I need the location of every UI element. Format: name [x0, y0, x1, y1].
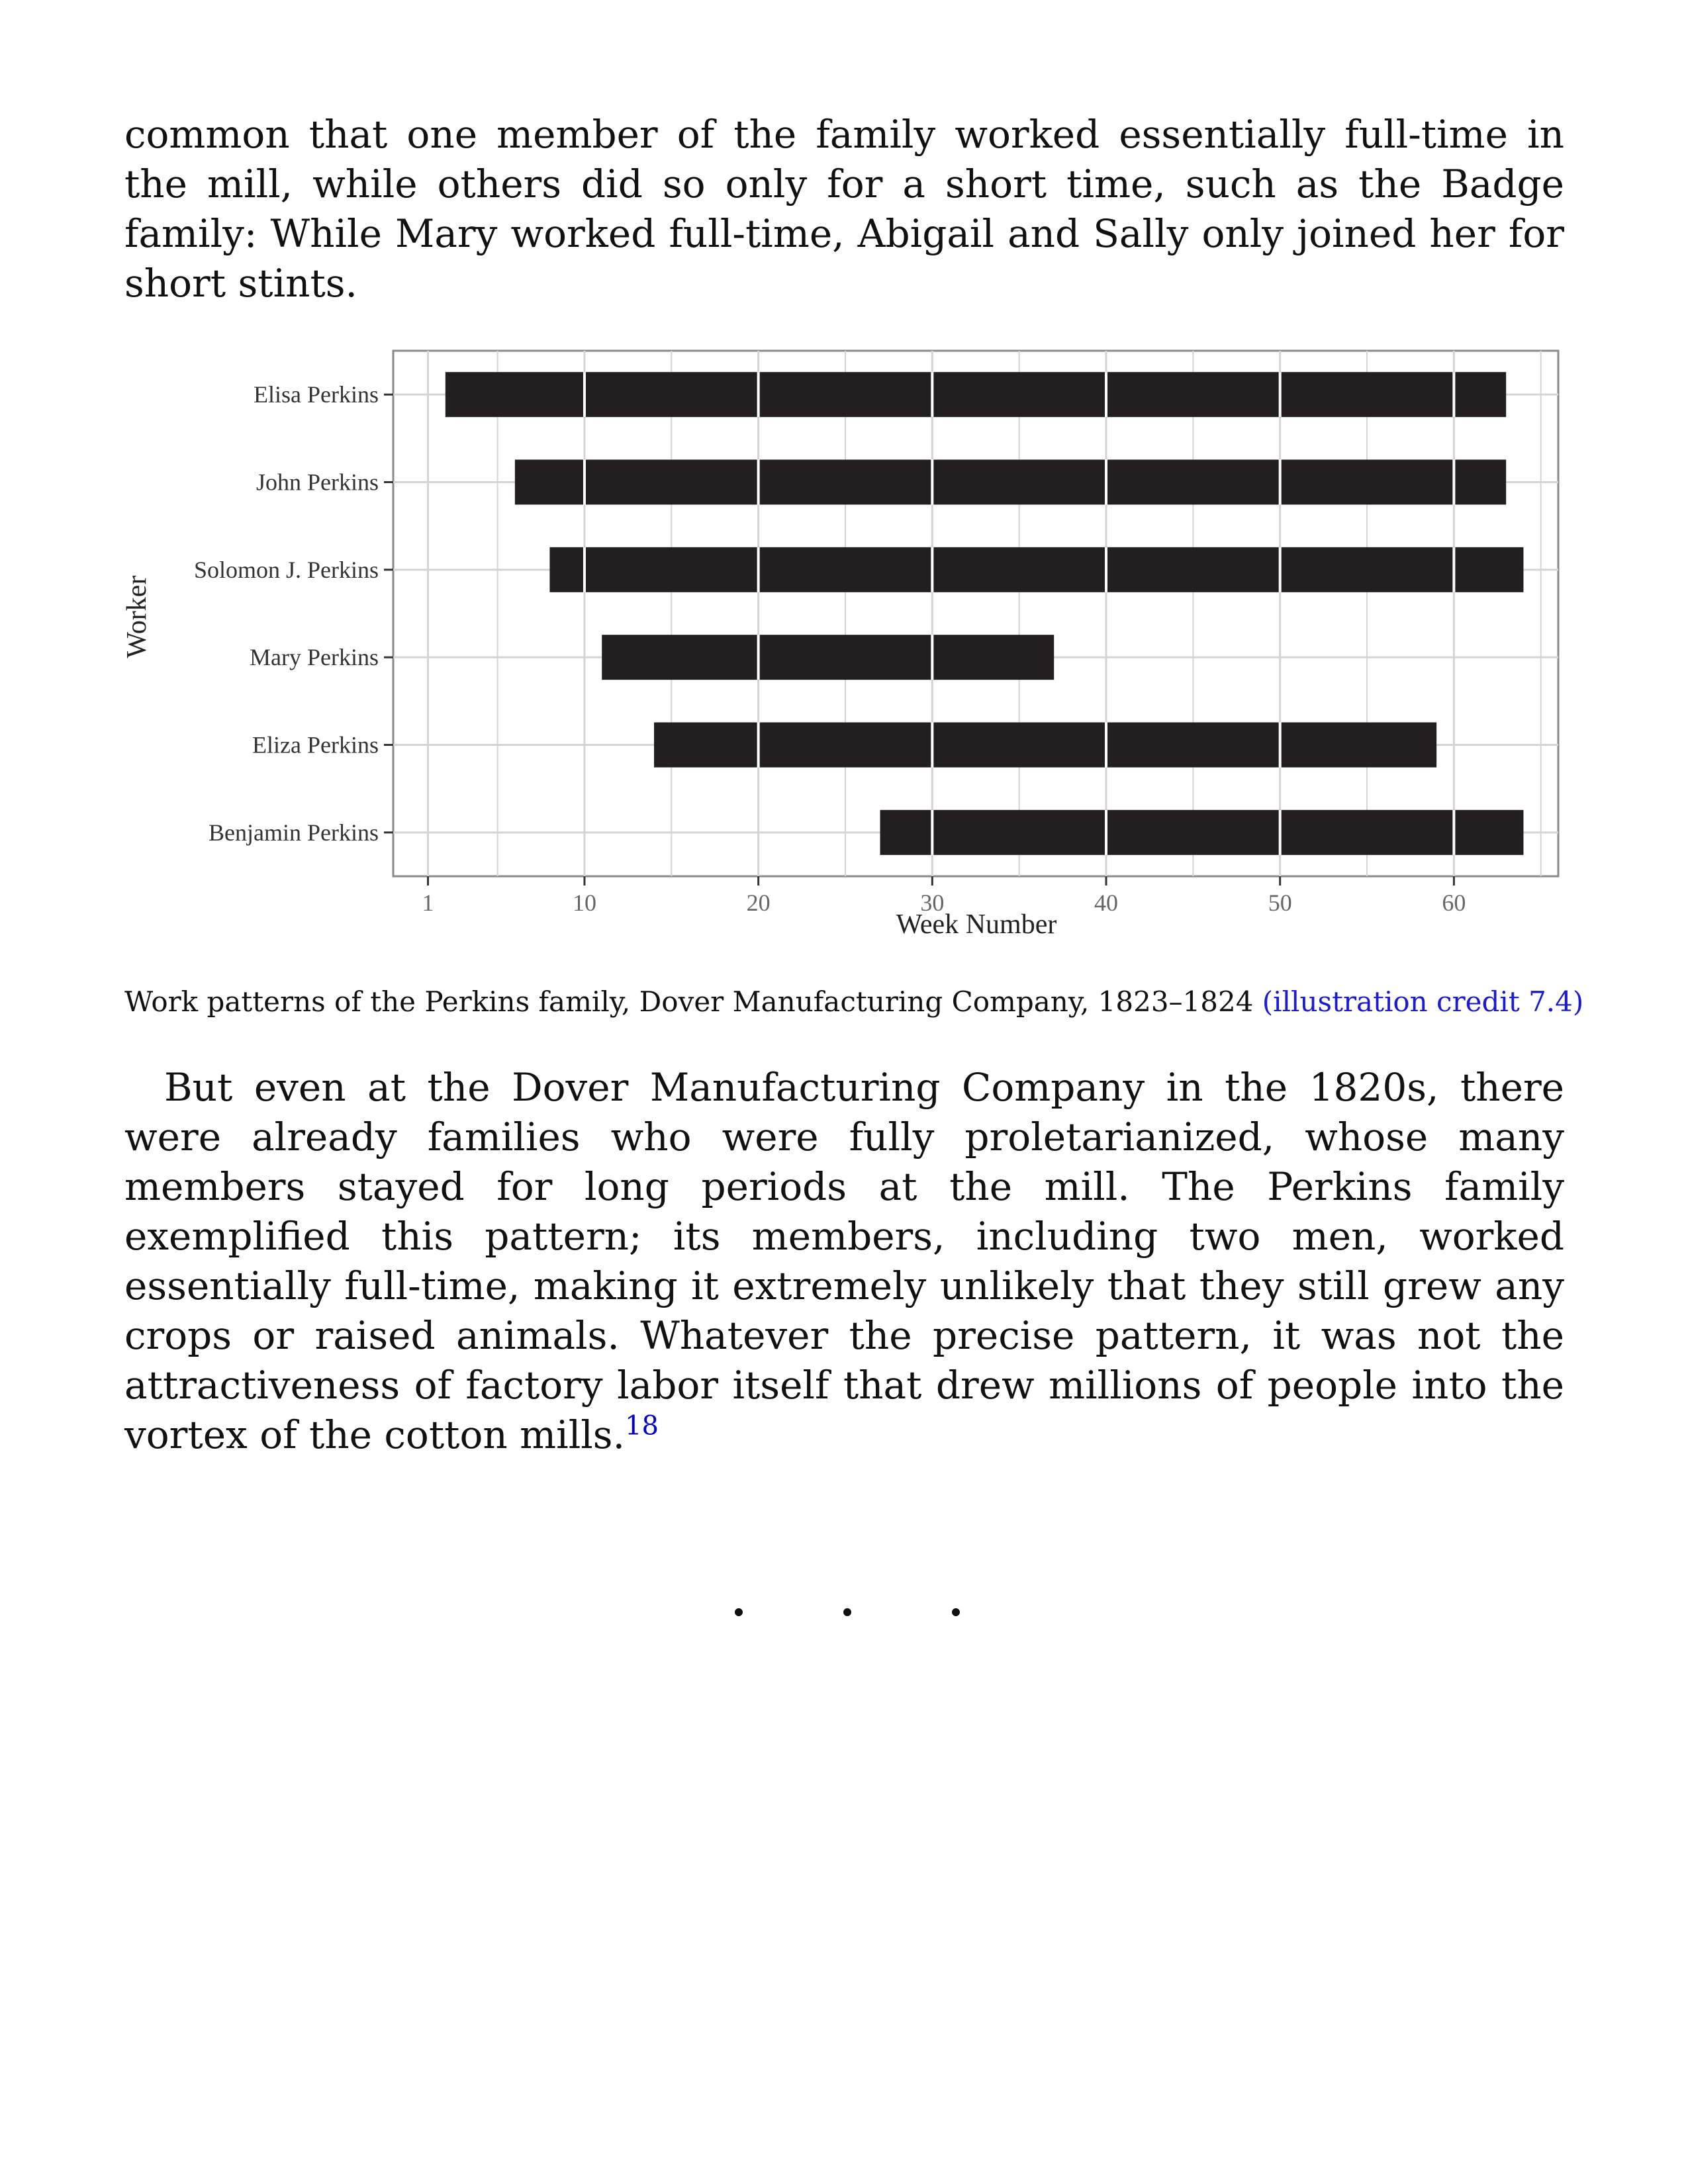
section-break [735, 1608, 960, 1616]
x-tick-label: 30 [920, 889, 945, 916]
work-bar [549, 547, 1523, 592]
paragraph-bottom [124, 1063, 1564, 1460]
work-pattern-chart [113, 344, 1569, 953]
y-tick-label: Solomon J. Perkins [193, 556, 379, 583]
section-break-dot [843, 1608, 851, 1616]
section-break-dot [952, 1608, 960, 1616]
x-tick-label: 20 [746, 889, 771, 916]
x-tick-label: 1 [422, 889, 434, 916]
work-bar [880, 810, 1524, 855]
y-tick-label: Mary Perkins [250, 644, 379, 671]
x-tick-label: 10 [572, 889, 596, 916]
paragraph-top: common that one member of the family worked essentially full-time in the mill, while others did so only for a short time, such as the Badge family: While Mary worked full-time, Abigail and Sally only joined her for short stints. [124, 112, 1564, 306]
y-axis-label: Worker [122, 575, 152, 659]
work-bar [445, 372, 1506, 417]
x-axis-label: Week Number [896, 909, 1057, 940]
illustration-credit-link[interactable]: (illustration credit 7.4) [1262, 985, 1584, 1018]
work-bar [515, 460, 1506, 505]
y-tick-label: John Perkins [256, 469, 379, 496]
plot-panel [393, 351, 1558, 876]
y-tick-label: Eliza Perkins [252, 731, 379, 758]
x-tick-label: 60 [1442, 889, 1466, 916]
x-tick-label: 50 [1268, 889, 1292, 916]
footnote-ref-link[interactable]: 18 [625, 1410, 659, 1441]
work-bar [602, 635, 1054, 680]
x-tick-label: 40 [1094, 889, 1119, 916]
paragraph-bottom-text: But even at the Dover Manufacturing Company in the 1820s, there were already families who were fully proletarianized, whose many members stayed for long periods at the mill. The Perkins family exemplified this pattern; its members, including two men, worked essentially full-time, making it extremely unlikely that they still grew any crops or raised animals. Whatever the precise pattern, it was not the attractiveness of factory labor itself that drew millions of people into the vortex of the cotton mills. [124, 1065, 1564, 1457]
y-tick-label: Benjamin Perkins [209, 819, 379, 846]
y-tick-label: Elisa Perkins [254, 381, 379, 408]
figure-caption [124, 983, 1584, 1021]
work-bar [654, 723, 1436, 768]
caption-text: Work patterns of the Perkins family, Dover Manufacturing Company, 1823–1824 [124, 985, 1262, 1018]
section-break-dot [735, 1608, 743, 1616]
